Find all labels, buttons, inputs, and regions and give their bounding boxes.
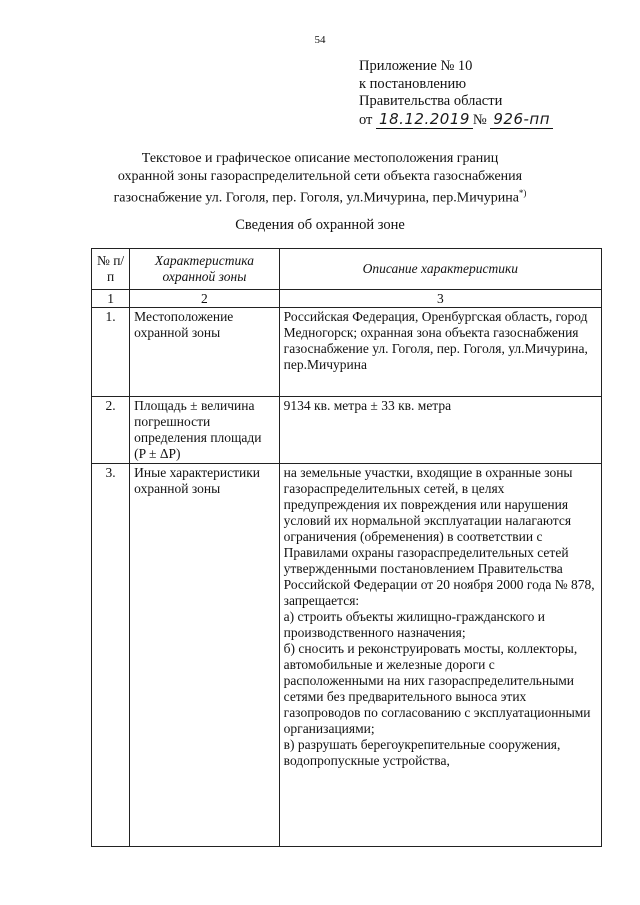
restriction-item: б) сносить и реконструировать мосты, коллекторы, автомобильные и железные дороги с расположенными на них газораспределительными сетями без предварительного выноса этих газопроводов по согласованию с эксплуатационными организациями; [283,641,591,736]
appendix-line-3: Правительства области [359,93,503,109]
row-description: Российская Федерация, Оренбургская область, город Медногорск; охранная зона объекта газоснабжения газоснабжение ул. Гоголя, пер. Гоголя, ул.Мичурина, пер.Мичурина [279,308,601,397]
header-description: Описание характеристики [279,249,601,290]
handwritten-date: 18.12.2019 [376,110,473,129]
row-description-cell [279,464,601,847]
restriction-item: а) строить объекты жилищно-гражданского и производственного назначения; [283,609,545,640]
date-prefix: от [359,111,373,128]
appendix-line-1: Приложение № 10 [359,58,473,74]
row-num: 3. [92,464,130,847]
title-line-3 [40,185,600,207]
appendix-date-line [359,111,553,130]
row-description: 9134 кв. метра ± 33 кв. метра [279,397,601,464]
row-characteristic: Площадь ± величина погрешности определения площади (P ± ΔP) [130,397,280,464]
title-line-2: охранной зоны газораспределительной сети объекта газоснабжения [117,168,523,184]
row-num: 1. [92,308,130,397]
col-number: 3 [279,290,601,308]
appendix-block [359,58,553,129]
title-line-3-text: газоснабжение ул. Гоголя, пер. Гоголя, ул.Мичурина, пер.Мичурина [113,190,519,206]
col-number: 2 [130,290,280,308]
row-characteristic: Местоположение охранной зоны [130,308,280,397]
footnote-mark: *) [518,188,527,198]
handwritten-number: 926-пп [490,110,553,129]
header-characteristic: Характеристика охранной зоны [130,249,280,290]
table-row [92,397,602,464]
page-number: 54 [314,34,326,46]
row-num: 2. [92,397,130,464]
restriction-item: в) разрушать берегоукрепительные сооружения, водопропускные устройства, [283,737,561,768]
number-prefix: № [472,111,487,128]
title-line-1: Текстовое и графическое описание местоположения границ [141,151,499,166]
col-number: 1 [92,290,130,308]
row-description: на земельные участки, входящие в охранные зоны газораспределительных сетей, в целях предупреждения их повреждения или нарушения условий их нормальной эксплуатации налагаются ограничения (обременения) в соответствии с Правилами охраны газораспределительных сетей утвержденными постановлением Правительства Российской Федерации от 20 ноября 2000 года № 878, запрещается: [283,465,595,608]
table-row [92,308,602,397]
table-header-row [92,249,602,290]
row-characteristic: Иные характеристики охранной зоны [130,464,280,847]
header-num: № п/п [92,249,130,290]
document-title [40,150,600,207]
section-subtitle: Сведения об охранной зоне [235,217,405,233]
zone-table [91,248,602,847]
column-number-row [92,290,602,308]
table-row [92,464,602,847]
appendix-line-2: к постановлению [359,75,467,92]
